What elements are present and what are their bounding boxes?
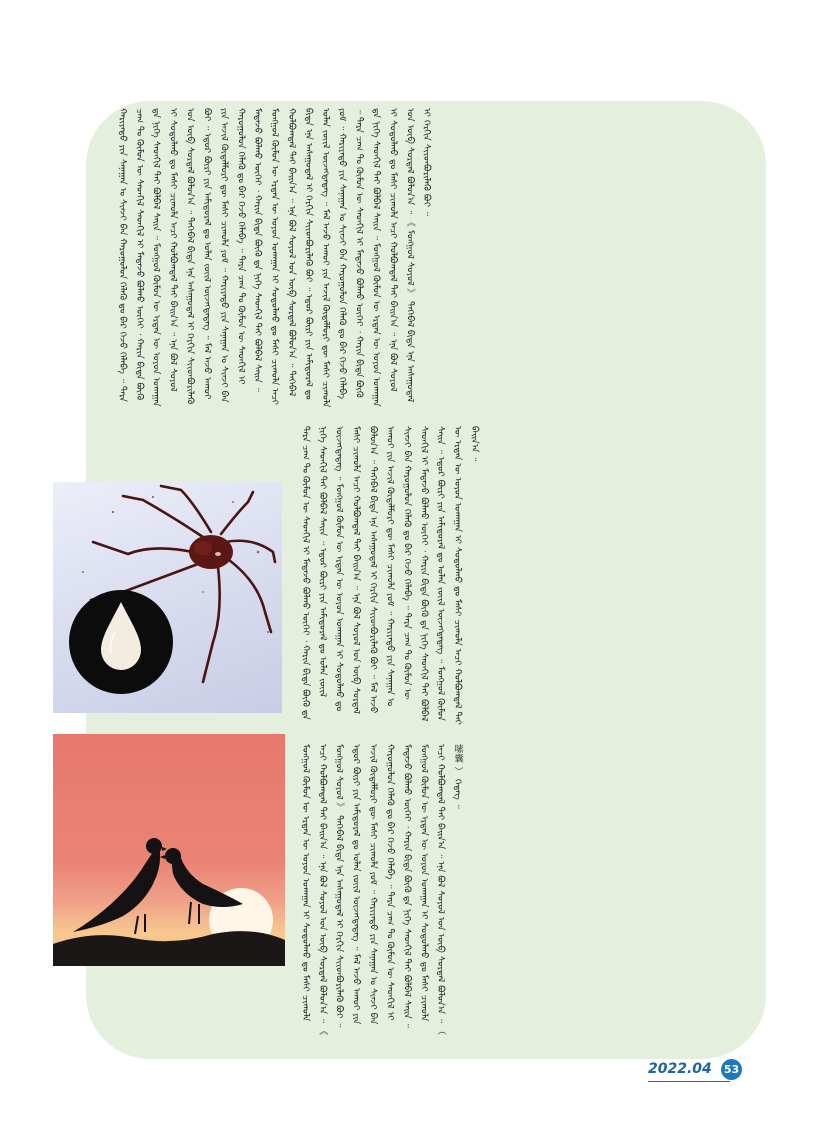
issue-date: 2022.04 — [648, 1061, 712, 1077]
article-column-middle: ᠲᠡᠷᠡ ᠴᠠᠭ ᠲᠤ ᠬᠦᠮᠦᠨ ᠦ ᠰᠡᠳᠬᠢᠯ ᠢ ᠮᠡᠳᠡᠵᠦ ᠪᠣᠯᠬᠤ ᠦᠭᠡᠢ ᠂ ᠬᠠᠷᠢᠨ ᠪᠢᠳᠡ ᠪᠦᠬᠦ ᠳᠠ ᠨᠢᠭᠡ ᠰᠡᠳᠬᠢᠯ ᠲᠡᠢ ᠪᠣᠯᠪᠠᠯ ᠰᠠᠢᠨ ᠃ ᠡᠳᠦᠷ ᠪᠦᠷᠢ ᠶᠢᠨ ᠠᠮᠢᠳᠤᠷᠠᠯ ᠳᠤ ᠣᠯᠠᠨ ᠵᠦᠢᠯ ᠦᠵᠡᠭᠳᠡᠳᠡᠭ ᠃ ᠮᠣᠩᠭᠣᠯ ᠬᠦᠮᠦᠨ ᠦ ᠡᠷᠲᠡᠨ ᠦ ᠣᠶᠤᠨ ᠤᠬᠠᠭᠠᠨ ᠢ ᠰᠤᠳᠤᠯᠬᠤ ᠳᠤ ᠮᠠᠰᠢ ᠴᠢᠬᠤᠯᠠ ᠠᠴᠢ ᠬᠣᠯᠪᠣᠭᠳᠠᠯ ᠲᠠᠢ ᠪᠠᠢᠨ᠎ᠠ ᠃ ᠡᠨᠡ ᠪᠣᠯ ᠰᠣᠶᠣᠯ ᠤᠨ ᠦᠪ ᠰᠤᠷᠲᠠᠯ ᠪᠣᠯᠤᠨ᠎ᠠ ᠃ ᠲᠡᠭᠡᠪᠡᠯ ᠪᠢᠳᠡ ᠡᠨᠡ ᠠᠰᠠᠭᠤᠳᠠᠯ ᠢ ᠬᠡᠷᠬᠢᠨ ᠰᠢᠢᠳᠪᠦᠷᠢᠯᠡᠬᠦ ᠪᠤᠢ ᠃ ᠮᠠᠯ ᠠᠵᠤ ᠠᠬᠤᠢ ᠶᠢᠨ ᠠᠵᠢᠯ ᠬᠥᠳᠡᠯᠮᠦᠷᠢ ᠳᠦ ᠮᠠᠰᠢ ᠴᠢᠬᠤᠯᠠ ᠶᠤᠮ ᠃ ᠬᠠᠷᠢᠶᠠᠲᠤ ᠶᠢᠨ ᠰᠠᠨᠠᠭᠠᠨ ᠤ ᠰᠢᠨᠵᠢ ᠪᠠᠨ ᠬᠠᠷᠤᠭᠤᠯᠤᠨ ᠬᠡᠯᠡᠬᠦ ᠳᠤ ᠪᠡᠷ ᠭᠡᠵᠦ ᠬᠡᠯᠡᠪᠡ ᠃ ᠲᠡᠷᠡ ᠴᠠᠭ ᠲᠤ ᠬᠦᠮᠦᠨ ᠦ ᠰᠡᠳᠬᠢᠯ ᠢ ᠮᠡᠳᠡᠵᠦ ᠪᠣᠯᠬᠤ ᠦᠭᠡᠢ ᠂ ᠬᠠᠷᠢᠨ ᠪᠢᠳᠡ ᠪᠦᠬᠦ ᠳᠠ ᠨᠢᠭᠡ ᠰᠡᠳᠬᠢᠯ ᠲᠡᠢ ᠪᠣᠯᠪᠠᠯ ᠰᠠᠢᠨ ᠃ ᠡᠳᠦᠷ ᠪᠦᠷᠢ ᠶᠢᠨ ᠠᠮᠢᠳᠤᠷᠠᠯ ᠳᠤ ᠣᠯᠠᠨ ᠵᠦᠢᠯ ᠦᠵᠡᠭᠳᠡᠳᠡᠭ ᠃ ᠮᠣᠩᠭᠣᠯ ᠬᠦᠮᠦᠨ ᠦ ᠡᠷᠲᠡᠨ ᠦ ᠣᠶᠤᠨ ᠤᠬᠠᠭᠠᠨ ᠢ ᠰᠤᠳᠤᠯᠬᠤ ᠳᠤ ᠮᠠᠰᠢ ᠴᠢᠬᠤᠯᠠ ᠠᠴᠢ ᠬᠣᠯᠪᠣᠭᠳᠠᠯ ᠲᠠᠢ ᠪᠠᠢᠨ᠎ᠠ ᠃ — [299, 426, 480, 725]
hill-silhouette — [53, 931, 285, 966]
doves-sunset-illustration — [53, 734, 285, 966]
footer-rule — [648, 1081, 730, 1082]
dove-icon — [73, 838, 167, 934]
article-column-top: ᠬᠠᠷᠢᠶᠠᠲᠤ ᠶᠢᠨ ᠰᠠᠨᠠᠭᠠᠨ ᠤ ᠰᠢᠨᠵᠢ ᠪᠠᠨ ᠬᠠᠷᠤᠭᠤᠯᠤᠨ ᠬᠡᠯᠡᠬᠦ ᠳᠤ ᠪᠡᠷ ᠭᠡᠵᠦ ᠬᠡᠯᠡᠪᠡ ᠃ ᠲᠡᠷᠡ ᠴᠠᠭ ᠲᠤ ᠬᠦᠮᠦᠨ ᠦ ᠰᠡᠳᠬᠢᠯ ᠰᠡᠳᠬᠢᠯ ᠢ ᠮᠡᠳᠡᠵᠦ ᠪᠣᠯᠬᠤ ᠦᠭᠡᠢ ᠂ ᠬᠠᠷᠢᠨ ᠪᠢᠳᠡ ᠪᠦᠬᠦ ᠳᠠ ᠨᠢᠭᠡ ᠰᠡᠳᠬᠢᠯ ᠲᠡᠢ ᠪᠣᠯᠪᠠᠯ ᠰᠠᠢᠨ ᠃ ᠮᠣᠩᠭᠣᠯ ᠬᠦᠮᠦᠨ ᠦ ᠡᠷᠲᠡᠨ ᠦ ᠣᠶᠤᠨ ᠤᠬᠠᠭᠠᠨ ᠢ ᠰᠤᠳᠤᠯᠬᠤ ᠳᠤ ᠮᠠᠰᠢ ᠴᠢᠬᠤᠯᠠ ᠠᠴᠢ ᠬᠣᠯᠪᠣᠭᠳᠠᠯ ᠲᠠᠢ ᠪᠠᠢᠨ᠎ᠠ ᠃ ᠡᠨᠡ ᠪᠣᠯ ᠰᠣᠶᠣᠯ ᠤᠨ ᠦᠪ ᠰᠤᠷᠲᠠᠯ ᠪᠣᠯᠤᠨ᠎ᠠ ᠃ ᠲᠡᠭᠡᠪᠡᠯ ᠪᠢᠳᠡ ᠡᠨᠡ ᠠᠰᠠᠭᠤᠳᠠᠯ ᠢ ᠬᠡᠷᠬᠢᠨ ᠰᠢᠢᠳᠪᠦᠷᠢᠯᠡᠬᠦ ᠪᠤᠢ ᠃ ᠡᠳᠦᠷ ᠪᠦᠷᠢ ᠶᠢᠨ ᠠᠮᠢᠳᠤᠷᠠᠯ ᠳᠤ ᠣᠯᠠᠨ ᠵᠦᠢᠯ ᠦᠵᠡᠭᠳᠡᠳᠡᠭ ᠃ ᠮᠠᠯ ᠠᠵᠤ ᠠᠬᠤᠢ ᠶᠢᠨ ᠠᠵᠢᠯ ᠬᠥᠳᠡᠯᠮᠦᠷᠢ ᠳᠦ ᠮᠠᠰᠢ ᠴᠢᠬᠤᠯᠠ ᠶᠤᠮ ᠃ ᠬᠠᠷᠢᠶᠠᠲᠤ ᠶᠢᠨ ᠰᠠᠨᠠᠭᠠᠨ ᠤ ᠰᠢᠨᠵᠢ ᠪᠠᠨ ᠬᠠᠷᠤᠭᠤᠯᠤᠨ ᠬᠡᠯᠡᠬᠦ ᠳᠤ ᠪᠡᠷ ᠭᠡᠵᠦ ᠬᠡᠯᠡᠪᠡ ᠃ ᠲᠡᠷᠡ ᠴᠠᠭ ᠲᠤ ᠬᠦᠮᠦᠨ ᠦ ᠰᠡᠳᠬᠢᠯ ᠢ ᠮᠡᠳᠡᠵᠦ ᠪᠣᠯᠬᠤ ᠦᠭᠡᠢ ᠂ ᠬᠠᠷᠢᠨ ᠪᠢᠳᠡ ᠪᠦᠬᠦ ᠳᠠ ᠨᠢᠭᠡ ᠰᠡᠳᠬᠢᠯ ᠲᠡᠢ ᠪᠣᠯᠪᠠᠯ ᠰᠠᠢᠨ ᠃ ᠮᠣᠩᠭᠣᠯ ᠬᠦᠮᠦᠨ ᠦ ᠡᠷᠲᠡᠨ ᠦ ᠣᠶᠤᠨ ᠤᠬᠠᠭᠠᠨ ᠢ ᠰᠤᠳᠤᠯᠬᠤ ᠳᠤ ᠮᠠᠰᠢ ᠴᠢᠬᠤᠯᠠ ᠠᠴᠢ ᠬᠣᠯᠪᠣᠭᠳᠠᠯ ᠲᠠᠢ ᠪᠠᠢᠨ᠎ᠠ ᠃ ᠡᠨᠡ ᠪᠣᠯ ᠰᠣᠶᠣᠯ ᠤᠨ ᠦᠪ ᠰᠤᠷᠲᠠᠯ ᠪᠣᠯᠤᠨ᠎ᠠ ᠃ ᠲᠡᠭᠡᠪᠡᠯ ᠪᠢᠳᠡ ᠡᠨᠡ ᠠᠰᠠᠭᠤᠳᠠᠯ ᠢ ᠬᠡᠷᠬᠢᠨ ᠰᠢᠢᠳᠪᠦᠷᠢᠯᠡᠬᠦ ᠪᠤᠢ ᠃ ᠡᠳᠦᠷ ᠪᠦᠷᠢ ᠶᠢᠨ ᠠᠮᠢᠳᠤᠷᠠᠯ ᠳᠤ ᠣᠯᠠᠨ ᠵᠦᠢᠯ ᠦᠵᠡᠭᠳᠡᠳᠡᠭ ᠃ ᠮᠠᠯ ᠠᠵᠤ ᠠᠬᠤᠢ ᠶᠢᠨ ᠠᠵᠢᠯ ᠬᠥᠳᠡᠯᠮᠦᠷᠢ ᠳᠦ ᠮᠠᠰᠢ ᠴᠢᠬᠤᠯᠠ ᠶᠤᠮ ᠃ ᠬᠠᠷᠢᠶᠠᠲᠤ ᠶᠢᠨ ᠰᠠᠨᠠᠭᠠᠨ ᠤ ᠰᠢᠨᠵᠢ ᠪᠠᠨ ᠬᠠᠷᠤᠭᠤᠯᠤᠨ ᠬᠡᠯᠡᠬᠦ ᠳᠤ ᠪᠡᠷ ᠭᠡᠵᠦ ᠬᠡᠯᠡᠪᠡ ᠃ ᠲᠡᠷᠡ ᠴᠠᠭ ᠲᠤ ᠬᠦᠮᠦᠨ ᠦ ᠰᠡᠳᠬᠢᠯ ᠢ ᠮᠡᠳᠡᠵᠦ ᠪᠣᠯᠬᠤ ᠦᠭᠡᠢ ᠂ ᠬᠠᠷᠢᠨ ᠪᠢᠳᠡ ᠪᠦᠬᠦ ᠳᠠ ᠨᠢᠭᠡ ᠰᠡᠳᠬᠢᠯ ᠲᠡᠢ ᠪᠣᠯᠪᠠᠯ ᠰᠠᠢᠨ ᠃ ᠮᠣᠩᠭᠣᠯ ᠬᠦᠮᠦᠨ ᠦ ᠡᠷᠲᠡᠨ ᠦ ᠣᠶᠤᠨ ᠤᠬᠠᠭᠠᠨ ᠢ ᠰᠤᠳᠤᠯᠬᠤ ᠳᠤ ᠮᠠᠰᠢ ᠴᠢᠬᠤᠯᠠ ᠠᠴᠢ ᠬᠣᠯᠪᠣᠭᠳᠠᠯ ᠲᠠᠢ ᠪᠠᠢᠨ᠎ᠠ ᠃ ᠡᠨᠡ ᠪᠣᠯ ᠰᠣᠶᠣᠯ ᠤᠨ ᠦᠪ ᠰᠤᠷᠲᠠᠯ ᠪᠣᠯᠤᠨ᠎ᠠ ᠃ 《 ᠮᠣᠩᠭᠣᠯ ᠰᠣᠶᠣᠯ 》 ᠲᠡᠭᠡᠪᠡᠯ ᠪᠢᠳᠡ ᠡᠨᠡ ᠠᠰᠠᠭᠤᠳᠠᠯ ᠢ ᠬᠡᠷᠬᠢᠨ ᠰᠢᠢᠳᠪᠦᠷᠢᠯᠡᠬᠦ ᠪᠤᠢ ᠃ — [116, 108, 433, 408]
spider-milk-illustration — [53, 482, 282, 713]
page-number-badge: 53 — [721, 1059, 742, 1080]
article-column-bottom: ᠮᠣᠩᠭᠣᠯ ᠬᠦᠮᠦᠨ ᠦ ᠡᠷᠲᠡᠨ ᠦ ᠣᠶᠤᠨ ᠤᠬᠠᠭᠠᠨ ᠢ ᠰᠤᠳᠤᠯᠬᠤ ᠳᠤ ᠮᠠᠰᠢ ᠴᠢᠬᠤᠯᠠ ᠠᠴᠢ ᠬᠣᠯᠪᠣᠭᠳᠠᠯ ᠲᠠᠢ ᠪᠠᠢᠨ᠎ᠠ ᠃ ᠡᠨᠡ ᠪᠣᠯ ᠰᠣᠶᠣᠯ ᠤᠨ ᠦᠪ ᠰᠤᠷᠲᠠᠯ ᠪᠣᠯᠤᠨ᠎ᠠ ᠃ 《 ᠮᠣᠩᠭᠣᠯ ᠰᠣᠶᠣᠯ 》 ᠲᠡᠭᠡᠪᠡᠯ ᠪᠢᠳᠡ ᠡᠨᠡ ᠠᠰᠠᠭᠤᠳᠠᠯ ᠢ ᠬᠡᠷᠬᠢᠨ ᠰᠢᠢᠳᠪᠦᠷᠢᠯᠡᠬᠦ ᠪᠤᠢ ᠃ ᠡᠳᠦᠷ ᠪᠦᠷᠢ ᠶᠢᠨ ᠠᠮᠢᠳᠤᠷᠠᠯ ᠳᠤ ᠣᠯᠠᠨ ᠵᠦᠢᠯ ᠦᠵᠡᠭᠳᠡᠳᠡᠭ ᠃ ᠮᠠᠯ ᠠᠵᠤ ᠠᠬᠤᠢ ᠶᠢᠨ ᠠᠵᠢᠯ ᠬᠥᠳᠡᠯᠮᠦᠷᠢ ᠳᠦ ᠮᠠᠰᠢ ᠴᠢᠬᠤᠯᠠ ᠶᠤᠮ ᠃ ᠬᠠᠷᠢᠶᠠᠲᠤ ᠶᠢᠨ ᠰᠠᠨᠠᠭᠠᠨ ᠤ ᠰᠢᠨᠵᠢ ᠪᠠᠨ ᠬᠠᠷᠤᠭᠤᠯᠤᠨ ᠬᠡᠯᠡᠬᠦ ᠳᠤ ᠪᠡᠷ ᠭᠡᠵᠦ ᠬᠡᠯᠡᠪᠡ ᠃ ᠲᠡᠷᠡ ᠴᠠᠭ ᠲᠤ ᠬᠦᠮᠦᠨ ᠦ ᠰᠡᠳᠬᠢᠯ ᠢ ᠮᠡᠳᠡᠵᠦ ᠪᠣᠯᠬᠤ ᠦᠭᠡᠢ ᠂ ᠬᠠᠷᠢᠨ ᠪᠢᠳᠡ ᠪᠦᠬᠦ ᠳᠠ ᠨᠢᠭᠡ ᠰᠡᠳᠬᠢᠯ ᠲᠡᠢ ᠪᠣᠯᠪᠠᠯ ᠰᠠᠢᠨ ᠃ ᠮᠣᠩᠭᠣᠯ ᠬᠦᠮᠦᠨ ᠦ ᠡᠷᠲᠡᠨ ᠦ ᠣᠶᠤᠨ ᠤᠬᠠᠭᠠᠨ ᠢ ᠰᠤᠳᠤᠯᠬᠤ ᠳᠤ ᠮᠠᠰᠢ ᠴᠢᠬᠤᠯᠠ ᠠᠴᠢ ᠬᠣᠯᠪᠣᠭᠳᠠᠯ ᠲᠠᠢ ᠪᠠᠢᠨ᠎ᠠ ᠃ ᠡᠨᠡ ᠪᠣᠯ ᠰᠣᠶᠣᠯ ᠤᠨ ᠦᠪ ᠰᠤᠷᠲᠠᠯ ᠪᠣᠯᠤᠨ᠎ᠠ ᠃ （ 嗉囊 ） ᠭᠡᠳᠡᠭ ᠃ — [299, 744, 464, 1036]
